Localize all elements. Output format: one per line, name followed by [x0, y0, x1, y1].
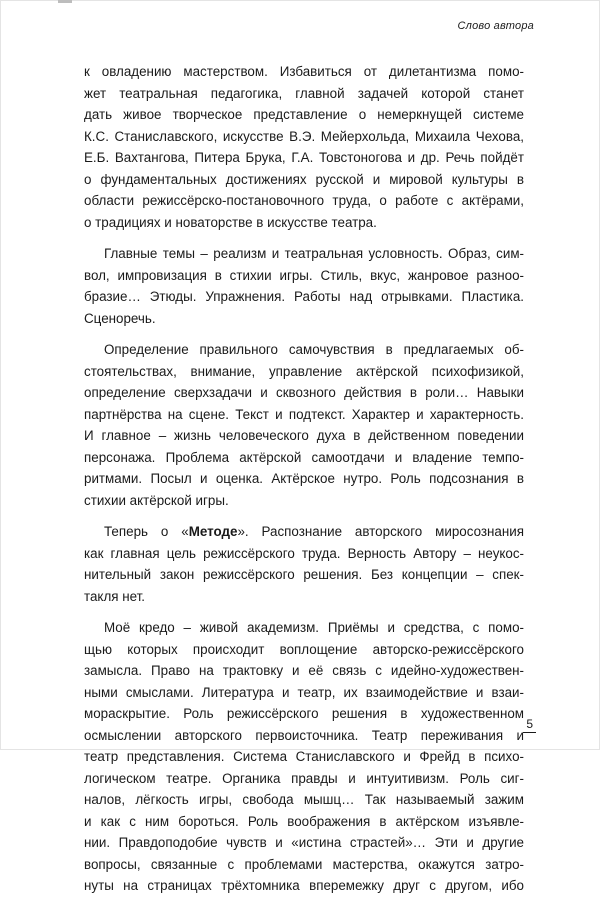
- text-line: стихии актёрской игры.: [84, 492, 229, 508]
- text-line: жет театральная педагогика, главной задачей которой станет: [84, 85, 524, 101]
- text-line: персонажа. Проблема актёрской самоотдачи и владение темпо-: [84, 449, 524, 465]
- text-run: ». Распознание авторского миросознания: [237, 524, 524, 539]
- scan-corner-mark: [58, 0, 72, 3]
- text-line: ными смыслами. Литература и театр, их взаимодействие и взаи-: [84, 684, 524, 700]
- text-line: Главные темы – реализм и театральная условность. Образ, сим-: [104, 246, 524, 261]
- text-line: к овладению мастерством. Избавиться от дилетантизма помо-: [84, 64, 524, 79]
- body-text: [84, 61, 524, 897]
- text-line: нуты на страницах трёхтомника вперемежку друг с другом, ибо: [84, 878, 524, 893]
- text-line: как главная цель режиссёрского труда. Верность Автору – неукос-: [84, 545, 524, 561]
- paragraph-4: [84, 521, 524, 607]
- text-line: К.С. Станиславского, искусстве В.Э. Мейерхольда, Михаила Чехова,: [84, 128, 524, 144]
- text-line: налов, лёгкость игры, свобода мышц… Так называемый зажим: [84, 792, 524, 807]
- text-line: вопросы, связанные с проблемами мастерства, окажутся затро-: [84, 856, 524, 872]
- text-line: о традициях и новаторстве в искусстве театра.: [84, 214, 377, 230]
- page-number: [523, 717, 536, 731]
- text-line: нительный закон режиссёрского решения. Без концепции – спек-: [84, 567, 524, 582]
- text-line: области режиссёрско-постановочного труда, о работе с актёрами,: [84, 193, 524, 208]
- text-line: такля нет.: [84, 588, 145, 604]
- text-line: определение сверхзадачи и сквозного действия в роли… Навыки: [84, 385, 524, 400]
- text-line: щью которых происходит воплощение авторско-режиссёрского: [84, 641, 524, 657]
- text-line: Сценоречь.: [84, 310, 156, 326]
- text-line: партнёрства на сцене. Текст и подтекст. Характер и характерность.: [84, 406, 524, 422]
- text-line: нии. Правдоподобие чувств и «истина страстей»… Эти и другие: [84, 835, 524, 850]
- text-line: бразие… Этюды. Упражнения. Работы над отрывками. Пластика.: [84, 289, 524, 304]
- paragraph-3: [84, 339, 524, 511]
- text-line: и как с ним бороться. Роль воображения в актёрском изъявле-: [84, 813, 524, 829]
- text-line: осмыслении авторского первоисточника. Театр переживания и: [84, 727, 524, 743]
- paragraph-1: [84, 61, 524, 233]
- text-line: о фундаментальных достижениях русской и мировой культуры в: [84, 171, 524, 187]
- paragraph-2: [84, 243, 524, 329]
- text-line: вол, импровизация в стихии игры. Стиль, вкус, жанровое разноо-: [84, 267, 524, 283]
- text-run: Теперь о «: [104, 524, 189, 539]
- text-line: дать живое творческое представление о немеркнущей системе: [84, 107, 524, 122]
- text-line: Моё кредо – живой академизм. Приёмы и средства, с помо-: [104, 620, 524, 635]
- text-line: ритмами. Посыл и оценка. Актёрское нутро. Роль подсознания в: [84, 471, 524, 486]
- text-line: логическом театре. Органика правды и интуитивизм. Роль сиг-: [84, 770, 524, 786]
- text-line: [84, 521, 524, 543]
- text-line: Е.Б. Вахтангова, Питера Брука, Г.А. Товстоногова и др. Речь пойдёт: [84, 150, 524, 165]
- text-line: И главное – жизнь человеческого духа в действенном поведении: [84, 428, 524, 443]
- text-line: замысла. Право на трактовку и её связь с идейно-художествен-: [84, 663, 524, 678]
- text-line: стоятельствах, внимание, управление актёрской психофизикой,: [84, 363, 524, 379]
- text-line: Определение правильного самочувствия в предлагаемых об-: [104, 342, 524, 357]
- text-line: театр представления. Система Станиславского и Фрейд в психо-: [84, 749, 524, 764]
- text-line: мораскрытие. Роль режиссёрского решения в художественном: [84, 706, 524, 721]
- page-number-value: 5: [523, 717, 536, 733]
- paragraph-5: [84, 617, 524, 897]
- bold-term-method: Методе: [188, 524, 238, 539]
- running-header: Слово автора: [457, 20, 534, 32]
